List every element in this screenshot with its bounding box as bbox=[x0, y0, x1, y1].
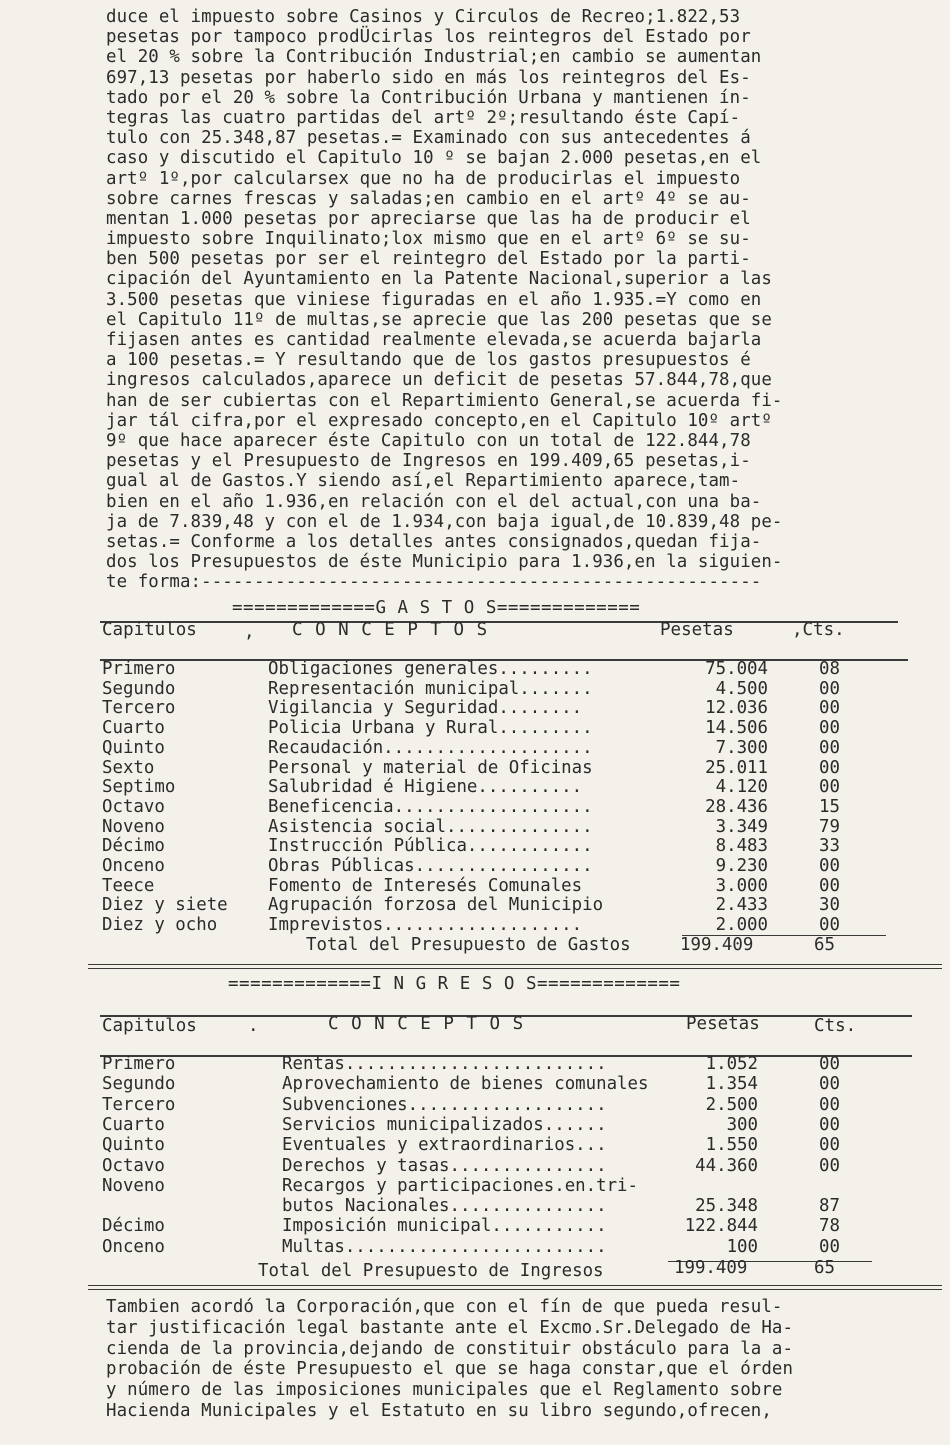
table-row bbox=[0, 1237, 950, 1257]
text-line: el 20 % sobre la Contribución Industrial;en cambio se aumentan bbox=[106, 47, 762, 68]
text-line: el Capitulo 11º de multas,se aprecie que las 200 pesetas que se bbox=[106, 309, 772, 330]
table-row bbox=[0, 1054, 950, 1074]
table-row bbox=[0, 1156, 950, 1176]
cents-cell: 00 bbox=[819, 875, 840, 896]
cents-cell: 00 bbox=[819, 1236, 840, 1257]
cents-cell: 00 bbox=[819, 1155, 840, 1176]
cents-cell: 30 bbox=[819, 895, 840, 916]
amount-cell: 75.004 bbox=[705, 659, 768, 679]
text-line: dos los Presupuestos de éste Municipio para 1.936,en la siguien- bbox=[106, 552, 783, 573]
amount-cell: 9.230 bbox=[715, 856, 768, 876]
cents-cell: 00 bbox=[819, 1135, 840, 1156]
gastos-header-top-rule bbox=[100, 621, 898, 623]
text-line: tulo con 25.348,87 pesetas.= Examinado con sus antecedentes á bbox=[106, 128, 751, 149]
text-line: cienda de la provincia,dejando de constituir obstáculo para la a- bbox=[106, 1338, 794, 1359]
concept-cell: Salubridad é Higiene.......... bbox=[268, 777, 583, 798]
cents-cell: 00 bbox=[819, 1094, 840, 1115]
amount-cell: 12.036 bbox=[705, 698, 768, 719]
cents-cell: 00 bbox=[819, 737, 840, 758]
concept-cell: Imprevistos................... bbox=[268, 915, 583, 936]
chapter-cell: Octavo bbox=[102, 796, 165, 817]
text-line: y número de las imposiciones municipales que el Reglamento sobre bbox=[106, 1380, 783, 1401]
chapter-cell: Noveno bbox=[102, 1175, 165, 1196]
text-line: han de ser cubiertas con el Repartimiento General,se acuerda fi- bbox=[106, 390, 783, 411]
cents-cell: 00 bbox=[819, 698, 840, 719]
text-line: gual al de Gastos.Y siendo así,el Repartimiento aparece,tam- bbox=[106, 471, 741, 492]
amount-cell: 1.052 bbox=[705, 1054, 758, 1074]
text-line: duce el impuesto sobre Casinos y Circulos de Recreo;1.822,53 bbox=[106, 7, 741, 27]
gastos-header-conceptos: C O N C E P T O S bbox=[292, 620, 489, 640]
ingresos-header-capitulos: Capitulos bbox=[102, 1016, 197, 1036]
chapter-cell: Quinto bbox=[102, 737, 165, 758]
table-row bbox=[0, 797, 950, 817]
chapter-cell: Tercero bbox=[102, 698, 176, 719]
cents-cell: 00 bbox=[819, 718, 840, 739]
gastos-header-pesetas: Pesetas bbox=[660, 620, 734, 640]
concept-cell: Recaudación.................... bbox=[268, 737, 593, 758]
amount-cell: 2.433 bbox=[715, 895, 768, 916]
text-line: impuesto sobre Inquilinato;lox mismo que en el artº 6º se su- bbox=[106, 229, 751, 250]
concept-cell: Derechos y tasas............... bbox=[282, 1155, 607, 1176]
concept-cell: Vigilancia y Seguridad........ bbox=[268, 698, 583, 719]
text-line: setas.= Conforme a los detalles antes consignados,quedan fija- bbox=[106, 531, 762, 552]
chapter-cell: Primero bbox=[102, 1054, 176, 1074]
table-row bbox=[0, 1176, 950, 1196]
ingresos-title: =============I N G R E S O S============= bbox=[228, 974, 681, 994]
chapter-cell: Cuarto bbox=[102, 1114, 165, 1135]
concept-cell: Multas......................... bbox=[282, 1236, 607, 1257]
gastos-header-sep: , bbox=[244, 622, 255, 642]
amount-cell: 28.436 bbox=[705, 796, 768, 817]
gastos-total-pesetas: 199.409 bbox=[680, 935, 754, 955]
concept-cell: Agrupación forzosa del Municipio bbox=[268, 895, 604, 916]
table-row bbox=[0, 777, 950, 797]
table-row bbox=[0, 679, 950, 699]
concept-cell: Eventuales y extraordinarios... bbox=[282, 1135, 607, 1156]
text-line: ja de 7.839,48 y con el de 1.934,con baja igual,de 10.839,48 pe- bbox=[106, 511, 783, 532]
chapter-cell: Segundo bbox=[102, 1074, 176, 1095]
gastos-total-cts: 65 bbox=[814, 935, 835, 955]
text-line: pesetas y el Presupuesto de Ingresos en 199.409,65 pesetas,i- bbox=[106, 451, 751, 472]
ingresos-header-sep: . bbox=[248, 1016, 259, 1036]
gastos-header-capitulos: Capitulos bbox=[102, 620, 197, 640]
closing-paragraph bbox=[106, 1297, 866, 1422]
table-row bbox=[0, 1196, 950, 1216]
table-row bbox=[0, 895, 950, 915]
concept-cell: Fomento de Interesés Comunales bbox=[268, 875, 583, 896]
chapter-cell: Sexto bbox=[102, 757, 155, 778]
ingresos-total-cts: 65 bbox=[814, 1258, 835, 1278]
cents-cell: 00 bbox=[819, 777, 840, 798]
cents-cell: 00 bbox=[819, 915, 840, 936]
concept-cell: Aprovechamiento de bienes comunales bbox=[282, 1074, 649, 1095]
cents-cell: 00 bbox=[819, 856, 840, 876]
amount-cell: 14.506 bbox=[705, 718, 768, 739]
text-line: jar tál cifra,por el expresado concepto,en el Capitulo 10º artº bbox=[106, 410, 772, 431]
ingresos-header-conceptos: C O N C E P T O S bbox=[328, 1014, 525, 1034]
concept-cell: Asistencia social.............. bbox=[268, 816, 593, 837]
chapter-cell: Tercero bbox=[102, 1094, 176, 1115]
table-row bbox=[0, 718, 950, 738]
concept-cell: Obras Públicas................. bbox=[268, 856, 593, 876]
text-line: fijasen antes es cantidad realmente elevada,se acuerda bajarla bbox=[106, 330, 762, 350]
cents-cell: 08 bbox=[819, 659, 840, 679]
table-row bbox=[0, 856, 950, 876]
gastos-header-cts: ,Cts. bbox=[792, 620, 845, 640]
amount-cell: 122.844 bbox=[684, 1216, 758, 1237]
table-row bbox=[0, 758, 950, 778]
gastos-double-rule bbox=[88, 964, 942, 969]
table-row bbox=[0, 659, 950, 679]
concept-cell: butos Nacionales............... bbox=[282, 1196, 607, 1217]
text-line: 9º que hace aparecer éste Capitulo con un total de 122.844,78 bbox=[106, 430, 751, 451]
amount-cell: 1.354 bbox=[705, 1074, 758, 1095]
amount-cell: 300 bbox=[726, 1114, 758, 1135]
concept-cell: Policia Urbana y Rural......... bbox=[268, 718, 593, 739]
chapter-cell: Primero bbox=[102, 659, 176, 679]
cents-cell: 00 bbox=[819, 1074, 840, 1095]
chapter-cell: Septimo bbox=[102, 777, 176, 798]
gastos-title: =============G A S T O S============= bbox=[232, 598, 641, 618]
concept-cell: Personal y material de Oficinas bbox=[268, 757, 593, 778]
table-row bbox=[0, 817, 950, 837]
concept-cell: Instrucción Pública............ bbox=[268, 836, 593, 857]
table-row bbox=[0, 876, 950, 896]
chapter-cell: Onceno bbox=[102, 1236, 165, 1257]
amount-cell: 7.300 bbox=[715, 737, 768, 758]
chapter-cell: Diez y ocho bbox=[102, 915, 218, 936]
chapter-cell: Octavo bbox=[102, 1155, 165, 1176]
concept-cell: Subvenciones................... bbox=[282, 1094, 607, 1115]
concept-cell: Beneficencia................... bbox=[268, 796, 593, 817]
chapter-cell: Quinto bbox=[102, 1135, 165, 1156]
amount-cell: 4.500 bbox=[715, 678, 768, 699]
text-line: pesetas por tampoco prodÜcirlas los reintegros del Estado por bbox=[106, 27, 751, 48]
text-line: tar justificación legal bastante ante el Excmo.Sr.Delegado de Ha- bbox=[106, 1317, 794, 1338]
amount-cell: 100 bbox=[726, 1236, 758, 1257]
table-row bbox=[0, 915, 950, 935]
concept-cell: Servicios municipalizados...... bbox=[282, 1114, 607, 1135]
table-row bbox=[0, 1115, 950, 1135]
text-line: 697,13 pesetas por haberlo sido en más los reintegros del Es- bbox=[106, 67, 751, 88]
ingresos-total-label: Total del Presupuesto de Ingresos bbox=[258, 1261, 604, 1281]
text-line: 3.500 pesetas que viniese figuradas en el año 1.935.=Y como en bbox=[106, 289, 762, 310]
text-line: Hacienda Municipales y el Estatuto en su libro segundo,ofrecen, bbox=[106, 1400, 772, 1421]
ingresos-header-pesetas: Pesetas bbox=[686, 1014, 760, 1034]
text-line: Tambien acordó la Corporación,que con el fín de que pueda resul- bbox=[106, 1297, 783, 1317]
cents-cell: 00 bbox=[819, 757, 840, 778]
amount-cell: 2.500 bbox=[705, 1094, 758, 1115]
concept-cell: Imposición municipal........... bbox=[282, 1216, 607, 1237]
ingresos-header-cts: Cts. bbox=[814, 1016, 857, 1036]
ingresos-double-rule bbox=[88, 1285, 942, 1290]
amount-cell: 2.000 bbox=[715, 915, 768, 936]
amount-cell: 4.120 bbox=[715, 777, 768, 798]
concept-cell: Obligaciones generales......... bbox=[268, 659, 593, 679]
cents-cell: 87 bbox=[819, 1196, 840, 1217]
cents-cell: 00 bbox=[819, 1114, 840, 1135]
chapter-cell: Diez y siete bbox=[102, 895, 228, 916]
table-row bbox=[0, 698, 950, 718]
text-line: mentan 1.000 pesetas por apreciarse que las ha de producir el bbox=[106, 208, 751, 229]
text-line: tegras las cuatro partidas del artº 2º;resultando éste Capí- bbox=[106, 107, 741, 128]
table-row bbox=[0, 1095, 950, 1115]
concept-cell: Recargos y participaciones.en.tri- bbox=[282, 1175, 638, 1196]
text-line: tado por el 20 % sobre la Contribución Urbana y mantienen ín- bbox=[106, 87, 751, 108]
text-line: ingresos calculados,aparece un deficit de pesetas 57.844,78,que bbox=[106, 370, 772, 391]
concept-cell: Representación municipal....... bbox=[268, 678, 593, 699]
cents-cell: 33 bbox=[819, 836, 840, 857]
chapter-cell: Cuarto bbox=[102, 718, 165, 739]
text-line: caso y discutido el Capitulo 10 º se bajan 2.000 pesetas,en el bbox=[106, 148, 762, 169]
amount-cell: 1.550 bbox=[705, 1135, 758, 1156]
chapter-cell: Teece bbox=[102, 875, 155, 896]
amount-cell: 25.011 bbox=[705, 757, 768, 778]
text-line: artº 1º,por calcularsex que no ha de producirlas el impuesto bbox=[106, 168, 741, 189]
text-line: a 100 pesetas.= Y resultando que de los gastos presupuestos é bbox=[106, 350, 751, 371]
text-line: cipación del Ayuntamiento en la Patente Nacional,superior a las bbox=[106, 269, 772, 290]
amount-cell: 25.348 bbox=[695, 1196, 758, 1217]
ingresos-total-pesetas: 199.409 bbox=[674, 1258, 748, 1278]
chapter-cell: Décimo bbox=[102, 1216, 165, 1237]
table-row bbox=[0, 836, 950, 856]
text-line: bien en el año 1.936,en relación con el del actual,con una ba- bbox=[106, 491, 762, 512]
amount-cell: 8.483 bbox=[715, 836, 768, 857]
cents-cell: 00 bbox=[819, 678, 840, 699]
text-line: ben 500 pesetas por ser el reintegro del Estado por la parti- bbox=[106, 249, 751, 270]
gastos-total-label: Total del Presupuesto de Gastos bbox=[306, 935, 631, 955]
amount-cell: 3.000 bbox=[715, 875, 768, 896]
chapter-cell: Onceno bbox=[102, 856, 165, 876]
chapter-cell: Segundo bbox=[102, 678, 176, 699]
text-line: sobre carnes frescas y saladas;en cambio en el artº 4º se au- bbox=[106, 188, 751, 209]
cents-cell: 15 bbox=[819, 796, 840, 817]
table-row bbox=[0, 1135, 950, 1155]
concept-cell: Rentas......................... bbox=[282, 1054, 607, 1074]
table-row bbox=[0, 1074, 950, 1094]
chapter-cell: Noveno bbox=[102, 816, 165, 837]
intro-paragraph bbox=[106, 7, 866, 592]
text-line: probación de éste Presupuesto el que se haga constar,que el órden bbox=[106, 1359, 794, 1380]
text-line: te forma:----------------------------------------------------- bbox=[106, 572, 762, 593]
amount-cell: 3.349 bbox=[715, 816, 768, 837]
cents-cell: 79 bbox=[819, 816, 840, 837]
table-row bbox=[0, 738, 950, 758]
table-row bbox=[0, 1216, 950, 1236]
amount-cell: 44.360 bbox=[695, 1155, 758, 1176]
cents-cell: 78 bbox=[819, 1216, 840, 1237]
chapter-cell: Décimo bbox=[102, 836, 165, 857]
cents-cell: 00 bbox=[819, 1054, 840, 1074]
